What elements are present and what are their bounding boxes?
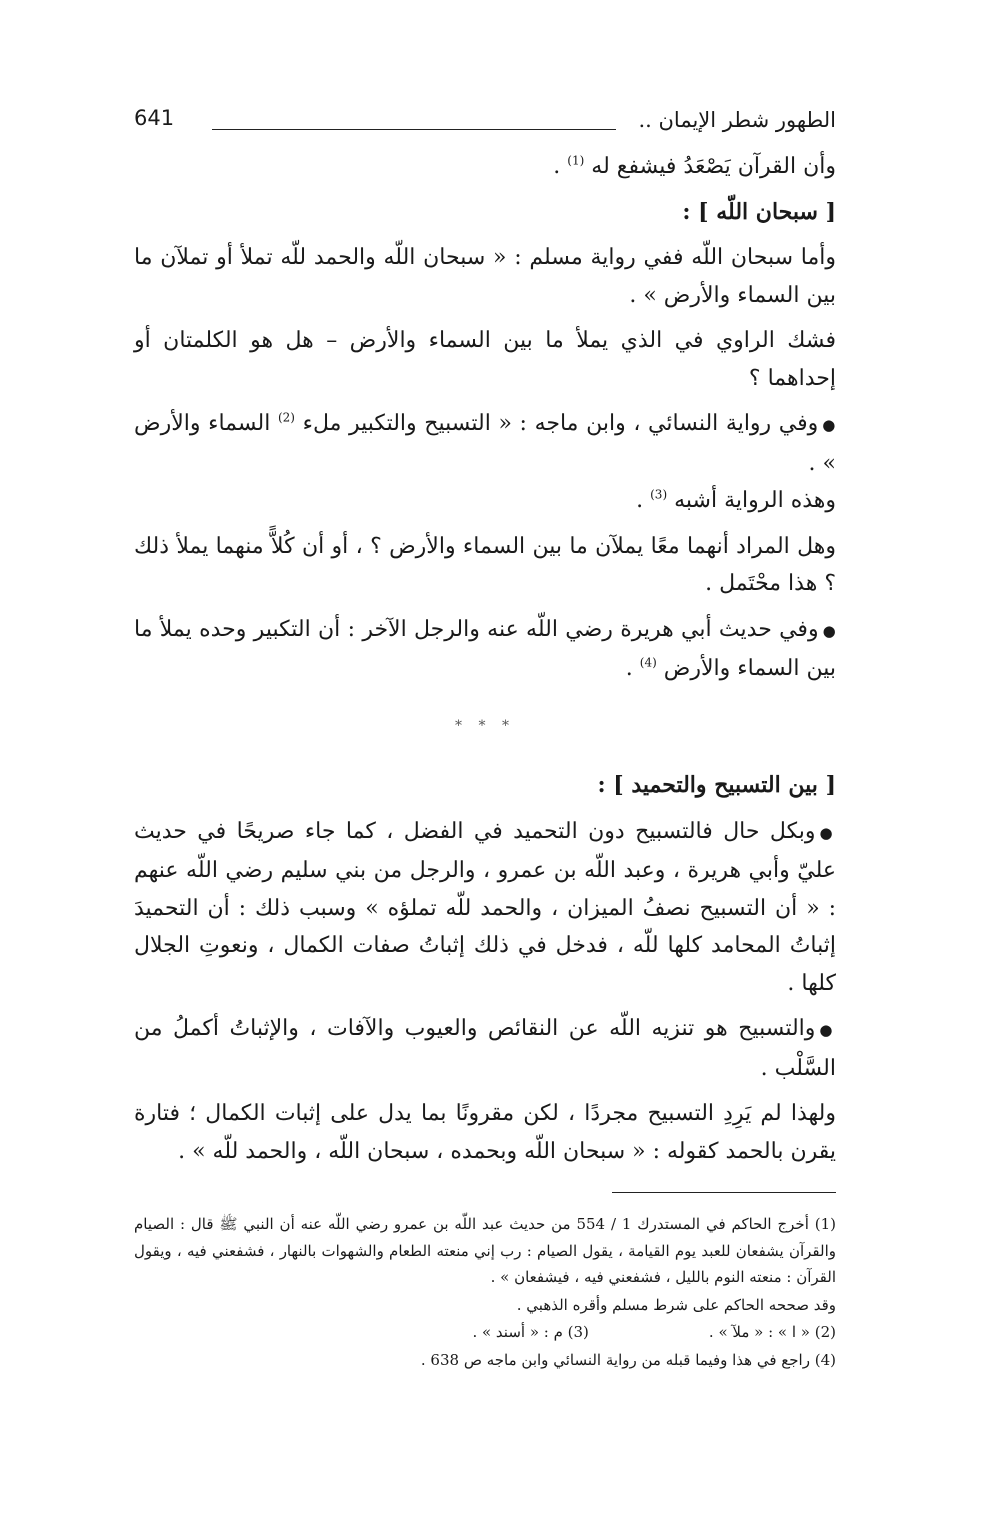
footnote: (1) أخرج الحاكم في المستدرك 1 / 554 من حديث عبد اللّه بن عمرو رضي اللّه عنه أن النبي ﷺ قال : الصيام والقرآن يشفعان للعبد يوم القيامة ، يقول الصيام : رب إني منعته الطعام والشهوات بالنهار ، فشفعني فيه ، ويقول القرآن : منعته النوم بالليل ، فشفعني فيه ، فيشفعان » .: [134, 1215, 836, 1286]
section-separator: * * *: [455, 717, 515, 734]
footnote-rule: [612, 1192, 836, 1193]
paragraph: ●وفي رواية النسائي ، وابن ماجه : « التسبيح والتكبير ملء $^{(2)}$ السماء والأرض » .: [134, 410, 836, 476]
bullet-icon: ●: [819, 1021, 836, 1039]
page-number: 641: [134, 106, 175, 130]
body-text: [134, 148, 836, 1170]
section-heading: [ سبحان اللّه ] :: [682, 198, 836, 225]
bullet-icon: ●: [819, 823, 837, 842]
footnote-ref: (1): [567, 153, 585, 168]
footnote-ref: (4): [639, 655, 657, 670]
header-rule: [212, 129, 616, 130]
paragraph: ●والتسبيح هو تنزيه اللّه عن النقائص والعيوب والآفات ، والإثباتُ أكملُ من السَّلْب .: [134, 1016, 836, 1081]
footnote: (3) م : « أسند » .: [472, 1323, 589, 1341]
paragraph: فشك الراوي في الذي يملأ ما بين السماء والأرض – هل هو الكلمتان أو إحداهما ؟: [134, 328, 836, 391]
paragraph: وأن القرآن يَصْعَدُ فيشفع له $^{(1)}$ .: [553, 153, 836, 179]
paragraph: ●وفي حديث أبي هريرة رضي اللّه عنه والرجل الآخر : أن التكبير وحده يملأ ما بين السماء والأرض $^{(4)}$ .: [134, 616, 836, 681]
footnote-row: [134, 1319, 836, 1346]
paragraph: وهذه الرواية أشبه $^{(3)}$ .: [636, 487, 836, 513]
footnote-ref: (2): [277, 410, 295, 425]
paragraph: وهل المراد أنهما معًا يملآن ما بين السماء والأرض ؟ ، أو أن كُلاًّ منهما يملأ ذلك ؟ هذا محْتَمل .: [134, 533, 836, 596]
bullet-icon: ●: [822, 621, 836, 640]
footnote: (4) راجع في هذا وفيما قبله من رواية النسائي وابن ماجه ص 638 .: [420, 1350, 836, 1369]
running-title: الطهور شطر الإيمان ..: [638, 108, 836, 132]
paragraph: ●وبكل حال فالتسبيح دون التحميد في الفضل ، كما جاء صريحًا في حديث عليّ وأبي هريرة ، وعبد اللّه بن عمرو ، والرجل من بني سليم رضي اللّه عنهم : « أن التسبيح نصفُ الميزان ، والحمد للّه تملؤه » وسبب ذلك : أن التحميدَ إثباتُ المحامد كلها للّه ، فدخل في ذلك إثباتُ صفات الكمال ، ونعوتِ الجلال كلها .: [134, 818, 837, 996]
bullet-icon: ●: [822, 416, 836, 434]
footnote: (2) « ا » : « ملآ » .: [708, 1323, 836, 1341]
footnotes: [134, 1211, 836, 1373]
page: [134, 108, 836, 1374]
page-header: [134, 108, 836, 148]
footnote: وقد صححه الحاكم على شرط مسلم وأقره الذهبي .: [516, 1295, 836, 1314]
paragraph: ولهذا لم يَرِدِ التسبيح مجردًا ، لكن مقرونًا بما يدل على إثبات الكمال ؛ فتارة يقرن بالحمد كقوله : « سبحان اللّه وبحمده ، سبحان اللّه ، والحمد للّه » .: [134, 1101, 836, 1164]
section-heading: [ بين التسبيح والتحميد ] :: [597, 772, 836, 798]
paragraph: وأما سبحان اللّه ففي رواية مسلم : « سبحان اللّه والحمد للّه تملأ أو تملآن ما بين السماء والأرض » .: [134, 245, 836, 308]
footnote-ref: (3): [650, 487, 668, 502]
